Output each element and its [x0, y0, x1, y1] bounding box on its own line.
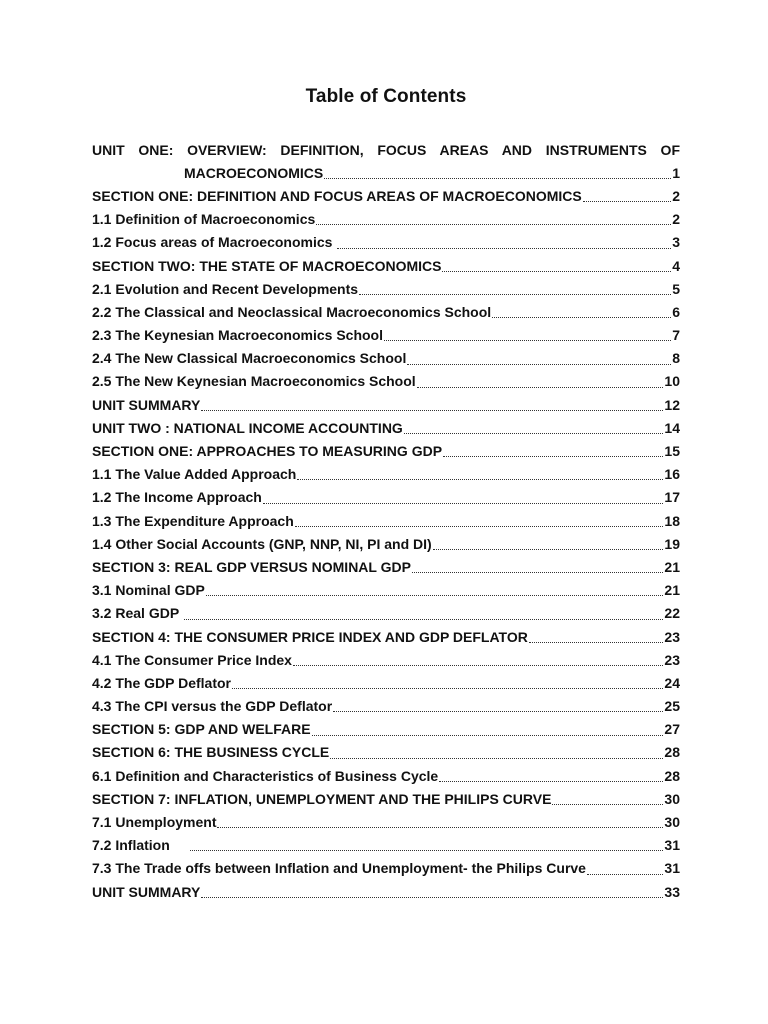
toc-entry-text: SECTION 5: GDP AND WELFARE — [92, 721, 311, 738]
toc-page-number: 30 — [664, 814, 680, 831]
toc-page-number: 31 — [664, 837, 680, 854]
toc-page-number: 18 — [664, 512, 680, 529]
toc-entry[interactable] — [92, 324, 680, 347]
toc-entry-text: 7.3 The Trade offs between Inflation and Unemployment- the Philips Curve — [92, 860, 586, 877]
toc-page-number: 23 — [664, 628, 680, 645]
toc-page-number: 21 — [664, 558, 680, 575]
toc-page-number: 33 — [664, 883, 680, 900]
toc-entry-text: 1.3 The Expenditure Approach — [92, 512, 294, 529]
toc-entry-continuation — [184, 162, 680, 185]
toc-page-number: 12 — [664, 396, 680, 413]
toc-entry-text: 2.5 The New Keynesian Macroeconomics School — [92, 373, 416, 390]
dot-leader — [201, 410, 663, 411]
dot-leader — [583, 201, 671, 202]
toc-entry-text: 1.1 Definition of Macroeconomics — [92, 211, 316, 228]
toc-page-number: 19 — [664, 535, 680, 552]
toc-entry-text: 2.1 Evolution and Recent Developments — [92, 280, 359, 297]
toc-page-number: 30 — [664, 790, 680, 807]
toc-entry-text: 3.1 Nominal GDP — [92, 582, 205, 599]
toc-entry-text: SECTION ONE: APPROACHES TO MEASURING GDP — [92, 443, 443, 460]
toc-entry[interactable] — [92, 394, 680, 417]
toc-entry-text: 2.3 The Keynesian Macroeconomics School — [92, 327, 383, 344]
toc-entry[interactable] — [92, 533, 680, 556]
toc-entry-text: SECTION TWO: THE STATE OF MACROECONOMICS — [92, 257, 442, 274]
toc-page-number: 14 — [664, 419, 680, 436]
toc-page-number: 7 — [672, 327, 680, 344]
toc-page-number: 2 — [672, 211, 680, 228]
dot-leader — [232, 688, 663, 689]
toc-page-number: 22 — [664, 605, 680, 622]
dot-leader — [297, 479, 663, 480]
toc-page-number: 27 — [664, 721, 680, 738]
toc-entry[interactable] — [92, 695, 680, 718]
toc-entry-text: 2.4 The New Classical Macroeconomics School — [92, 350, 407, 367]
toc-entry-text: SECTION 4: THE CONSUMER PRICE INDEX AND GDP DEFLATOR — [92, 628, 528, 645]
toc-entry-text: 4.1 The Consumer Price Index — [92, 651, 292, 668]
toc-page-number: 28 — [664, 744, 680, 761]
dot-leader — [492, 317, 671, 318]
toc-entry[interactable] — [92, 347, 680, 370]
toc-page-number: 31 — [664, 860, 680, 877]
toc-page-number: 4 — [672, 257, 680, 274]
toc-page-number: 17 — [664, 489, 680, 506]
toc-page-number: 16 — [664, 466, 680, 483]
toc-entry[interactable] — [92, 301, 680, 324]
toc-page-number: 25 — [664, 698, 680, 715]
toc-entry[interactable] — [92, 672, 680, 695]
dot-leader — [384, 340, 671, 341]
toc-entry[interactable] — [92, 231, 680, 254]
toc-entry-text: 4.2 The GDP Deflator — [92, 674, 232, 691]
dot-leader — [407, 364, 671, 365]
toc-entry[interactable] — [92, 765, 680, 788]
dot-leader — [439, 781, 663, 782]
dot-leader — [552, 804, 663, 805]
toc-entry-text: UNIT TWO : NATIONAL INCOME ACCOUNTING — [92, 419, 403, 436]
toc-entry[interactable] — [92, 463, 680, 486]
toc-entry[interactable] — [92, 208, 680, 231]
toc-entry-text: SECTION 3: REAL GDP VERSUS NOMINAL GDP — [92, 558, 411, 575]
toc-entry[interactable] — [92, 718, 680, 741]
toc-page-number: 3 — [672, 234, 680, 251]
toc-entry-text: 7.1 Unemployment — [92, 814, 217, 831]
dot-leader — [206, 595, 664, 596]
toc-entry[interactable] — [92, 556, 680, 579]
toc-entry-text: 1.2 Focus areas of Macroeconomics — [92, 234, 337, 251]
toc-entry[interactable] — [92, 602, 680, 625]
dot-leader — [417, 387, 664, 388]
toc-entry[interactable] — [92, 486, 680, 509]
toc-entry-text: SECTION 7: INFLATION, UNEMPLOYMENT AND THE PHILIPS CURVE — [92, 790, 552, 807]
toc-entry-text: 2.2 The Classical and Neoclassical Macroeconomics School — [92, 303, 492, 320]
toc-entry[interactable] — [92, 440, 680, 463]
toc-entry[interactable] — [92, 649, 680, 672]
toc-entry-text: 7.2 Inflation — [92, 837, 190, 854]
toc-entry[interactable] — [92, 510, 680, 533]
dot-leader — [330, 758, 663, 759]
toc-entry-text: 6.1 Definition and Characteristics of Business Cycle — [92, 767, 439, 784]
dot-leader — [312, 735, 664, 736]
toc-page-number: 15 — [664, 443, 680, 460]
toc-entry[interactable] — [92, 742, 680, 765]
toc-entry[interactable] — [92, 857, 680, 880]
toc-entry-text: 1.2 The Income Approach — [92, 489, 262, 506]
toc-entry-text: SECTION 6: THE BUSINESS CYCLE — [92, 744, 330, 761]
dot-leader — [529, 642, 664, 643]
toc-title: Table of Contents — [305, 86, 467, 107]
dot-leader — [324, 178, 671, 179]
toc-page-number: 6 — [672, 303, 680, 320]
dot-leader — [337, 248, 671, 249]
toc-entry-text: UNIT ONE: OVERVIEW: DEFINITION, FOCUS AREAS AND INSTRUMENTS OF — [92, 142, 680, 158]
toc-entry-text: MACROECONOMICS — [184, 165, 324, 181]
toc-page-number: 8 — [672, 350, 680, 367]
dot-leader — [293, 665, 663, 666]
toc-page-number: 21 — [664, 582, 680, 599]
dot-leader — [333, 711, 663, 712]
toc-page-number: 1 — [672, 165, 680, 181]
toc-page-number: 5 — [672, 280, 680, 297]
toc-entry[interactable] — [92, 626, 680, 649]
dot-leader — [263, 503, 664, 504]
dot-leader — [412, 572, 663, 573]
toc-entry[interactable] — [92, 579, 680, 602]
toc-entry[interactable] — [92, 811, 680, 834]
dot-leader — [201, 897, 663, 898]
toc-entry[interactable] — [92, 255, 680, 278]
dot-leader — [316, 224, 671, 225]
dot-leader — [587, 874, 663, 875]
toc-entry-text: 3.2 Real GDP — [92, 605, 183, 622]
dot-leader — [404, 433, 664, 434]
toc-entry-text: 1.4 Other Social Accounts (GNP, NNP, NI, PI and DI) — [92, 535, 432, 552]
toc-list — [92, 139, 680, 904]
dot-leader — [443, 456, 663, 457]
toc-entry[interactable] — [92, 139, 680, 185]
dot-leader — [442, 271, 671, 272]
toc-entry[interactable] — [92, 834, 680, 857]
dot-leader — [433, 549, 664, 550]
toc-page-number: 2 — [672, 187, 680, 204]
toc-entry-text: 1.1 The Value Added Approach — [92, 466, 297, 483]
toc-entry[interactable] — [92, 185, 680, 208]
toc-entry[interactable] — [92, 278, 680, 301]
toc-entry-text: SECTION ONE: DEFINITION AND FOCUS AREAS OF MACROECONOMICS — [92, 187, 582, 204]
toc-entry[interactable] — [92, 788, 680, 811]
toc-entry-text: 4.3 The CPI versus the GDP Deflator — [92, 698, 333, 715]
toc-page-number: 23 — [664, 651, 680, 668]
toc-entry[interactable] — [92, 881, 680, 904]
dot-leader — [295, 526, 664, 527]
toc-page-number: 28 — [664, 767, 680, 784]
dot-leader — [217, 827, 663, 828]
toc-entry-text: UNIT SUMMARY — [92, 883, 201, 900]
toc-page-number: 24 — [664, 674, 680, 691]
toc-page-number: 10 — [664, 373, 680, 390]
toc-entry[interactable] — [92, 417, 680, 440]
toc-entry-text: UNIT SUMMARY — [92, 396, 201, 413]
toc-entry[interactable] — [92, 371, 680, 394]
dot-leader — [190, 850, 663, 851]
dot-leader — [359, 294, 671, 295]
dot-leader — [184, 619, 664, 620]
